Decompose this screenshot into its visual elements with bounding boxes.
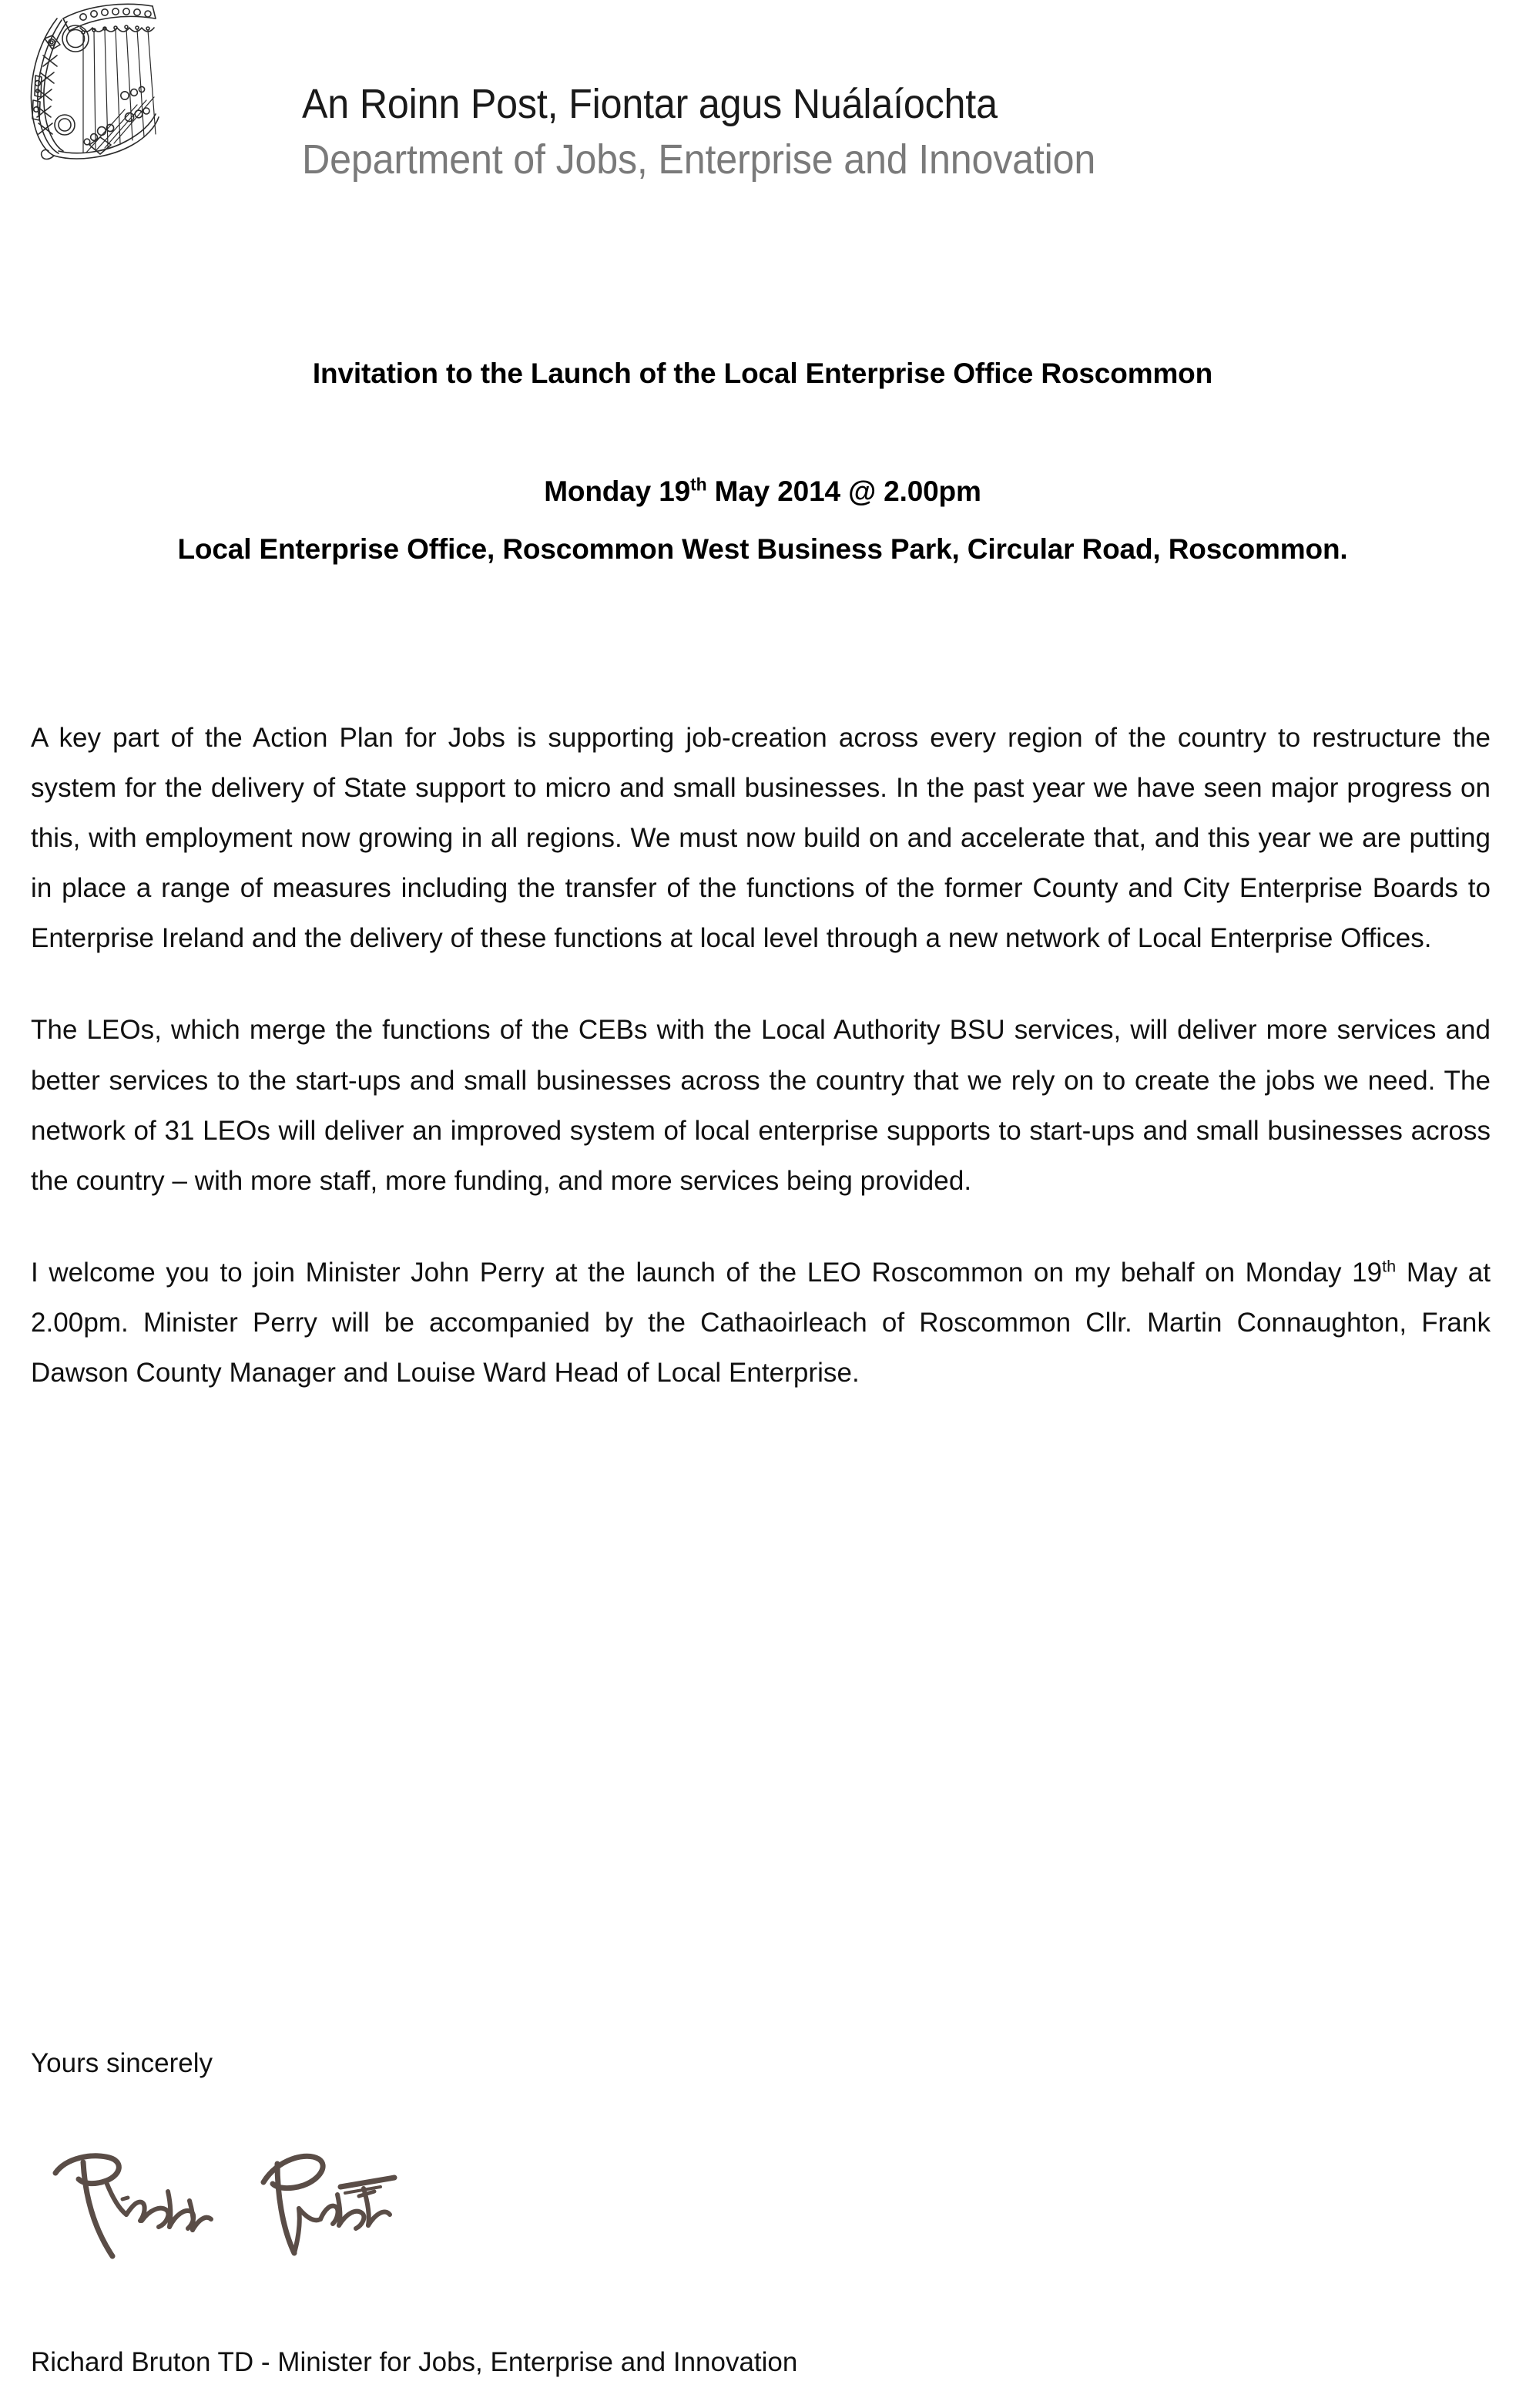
event-datetime-suffix: May 2014 @ 2.00pm bbox=[706, 475, 981, 507]
event-datetime-prefix: Monday 19 bbox=[544, 475, 691, 507]
closing-salutation: Yours sincerely bbox=[31, 2048, 213, 2078]
page-title: Invitation to the Launch of the Local Enterprise Office Roscommon bbox=[312, 358, 1213, 389]
department-name-english: Department of Jobs, Enterprise and Innovation bbox=[302, 136, 1096, 183]
ordinal-suffix: th bbox=[1382, 1256, 1397, 1276]
letterhead bbox=[0, 0, 1536, 254]
closing-block bbox=[31, 2050, 955, 2077]
signature-image bbox=[32, 2144, 464, 2259]
body-paragraph-3 bbox=[31, 1248, 1491, 1398]
title-block bbox=[31, 359, 1494, 563]
ordinal-suffix: th bbox=[690, 474, 707, 495]
irish-harp-emblem bbox=[9, 2, 160, 162]
department-name-irish: An Roinn Post, Fiontar agus Nuálaíochta bbox=[302, 81, 998, 127]
body-paragraph-3-part1: I welcome you to join Minister John Perry at the launch of the LEO Roscommon on my behalf on Monday 19 bbox=[31, 1257, 1383, 1288]
letter-body bbox=[31, 713, 1491, 1398]
event-datetime bbox=[31, 474, 1494, 507]
event-venue: Local Enterprise Office, Roscommon West Business Park, Circular Road, Roscommon. bbox=[177, 533, 1348, 565]
department-titles bbox=[302, 81, 1380, 183]
signer-name-and-title: Richard Bruton TD - Minister for Jobs, Enterprise and Innovation bbox=[31, 2347, 798, 2377]
body-paragraph-1: A key part of the Action Plan for Jobs is supporting job-creation across every region of the country to restructure the system for the delivery of State support to micro and small businesses. In the past year we have seen major progress on this, with employment now growing in all regions. We must now build on and accelerate that, and this year we are putting in place a range of measures including the transfer of the functions of the former County and City Enterprise Boards to Enterprise Ireland and the delivery of these functions at local level through a new network of Local Enterprise Offices. bbox=[31, 723, 1491, 954]
body-paragraph-2: The LEOs, which merge the functions of the CEBs with the Local Authority BSU services, will deliver more services and better services to the start-ups and small businesses across the country that we rely on to create the jobs we need. The network of 31 LEOs will deliver an improved system of local enterprise supports to start-ups and small businesses across the country – with more staff, more funding, and more services being provided. bbox=[31, 1015, 1491, 1196]
body-paragraph-3-part2: May at 2.00pm. Minister Perry will be accompanied by the Cathaoirleach of Roscommon Cllr. Martin Connaughton, Frank Dawson County Manager and Louise Ward Head of Local Enterprise. bbox=[31, 1257, 1491, 1389]
